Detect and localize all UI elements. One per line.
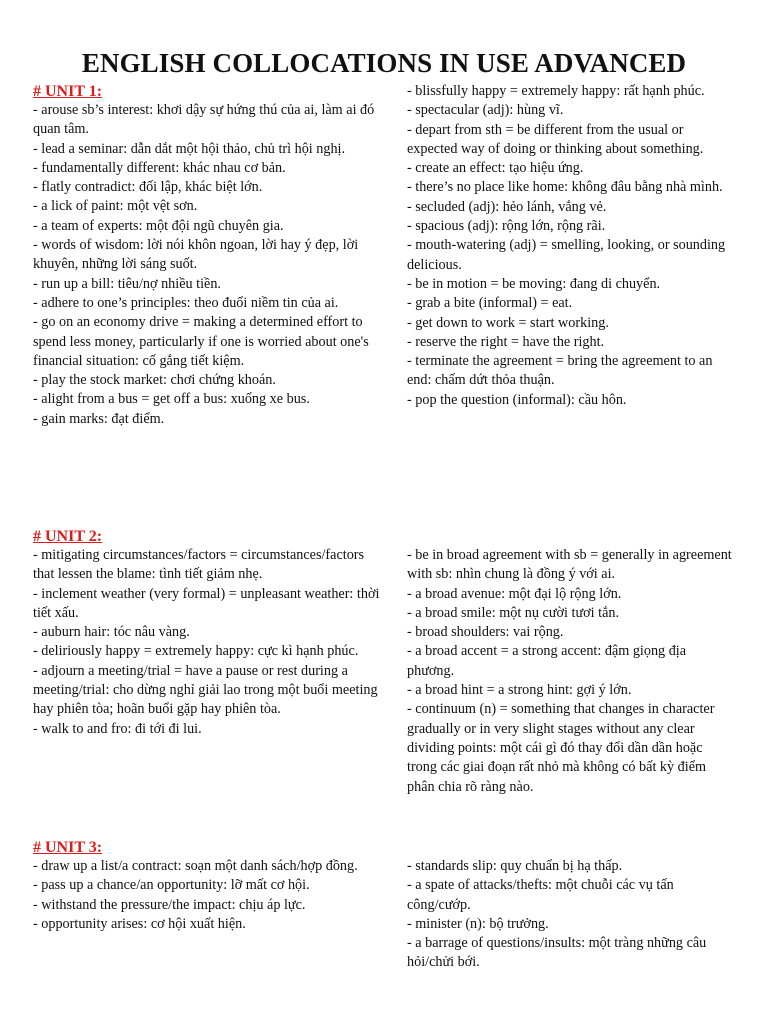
list-item: - a broad avenue: một đại lộ rộng lớn. xyxy=(407,585,622,602)
list-item: - walk to and fro: đi tới đi lui. xyxy=(33,720,202,737)
list-item: - standards slip: quy chuẩn bị hạ thấp. xyxy=(407,858,623,874)
list-item: - go on an economy drive = making a determined effort to spend less money, particularly if one is worried about one's financial situation: cố gắng tiết kiệm. xyxy=(33,314,369,369)
unit-1-right-column xyxy=(407,82,733,429)
list-item: - blissfully happy = extremely happy: rất hạnh phúc. xyxy=(407,83,705,99)
list-item: - inclement weather (very formal) = unpleasant weather: thời tiết xấu. xyxy=(33,585,380,621)
list-item: - minister (n): bộ trưởng. xyxy=(407,915,549,932)
unit-1-heading: # UNIT 1: xyxy=(33,83,103,100)
list-item: - terminate the agreement = bring the agreement to an end: chấm dứt thỏa thuận. xyxy=(407,353,713,389)
list-item: - create an effect: tạo hiệu ứng. xyxy=(407,160,584,177)
list-item: - spectacular (adj): hùng vĩ. xyxy=(407,102,564,119)
unit-2-right-column xyxy=(407,546,733,797)
list-item: - pass up a chance/an opportunity: lỡ mất cơ hội. xyxy=(33,877,310,894)
list-item: - run up a bill: tiêu/nợ nhiều tiền. xyxy=(33,275,221,292)
list-item: - flatly contradict: đối lập, khác biệt lớn. xyxy=(33,179,263,196)
list-item: - continuum (n) = something that changes in character gradually or in very slight stages without any clear dividing points: một cái gì đó thay đổi dần dần hoặc trong các giai đoạn rất nhỏ mà không có bất kỳ điểm phân chia rõ ràng nào. xyxy=(407,701,715,795)
list-item: - words of wisdom: lời nói khôn ngoan, lời hay ý đẹp, lời khuyên, những lời sáng suốt. xyxy=(33,237,359,273)
list-item: - auburn hair: tóc nâu vàng. xyxy=(33,624,190,641)
list-item: - reserve the right = have the right. xyxy=(407,333,605,350)
list-item: - depart from sth = be different from the usual or expected way of doing or thinking about something. xyxy=(407,121,704,157)
list-item: - there’s no place like home: không đâu bằng nhà mình. xyxy=(407,179,723,196)
list-item: - mitigating circumstances/factors = circumstances/factors that lessen the blame: tình tiết giảm nhẹ. xyxy=(33,547,365,583)
list-item: - a team of experts: một đội ngũ chuyên gia. xyxy=(33,217,284,234)
list-item: - adhere to one’s principles: theo đuổi niềm tin của ai. xyxy=(33,294,339,311)
list-item: - adjourn a meeting/trial = have a pause or rest during a meeting/trial: cho dừng nghỉ giải lao trong một buổi meeting hay phiên tòa; hoãn buổi gặp hay phiên tòa. xyxy=(33,662,378,718)
list-item: - be in motion = be moving: đang di chuyển. xyxy=(407,275,661,292)
list-item: - fundamentally different: khác nhau cơ bản. xyxy=(33,159,286,176)
unit-2-heading: # UNIT 2: xyxy=(33,528,103,545)
list-item: - pop the question (informal): cầu hôn. xyxy=(407,391,627,408)
list-item: - a broad hint = a strong hint: gợi ý lớn. xyxy=(407,682,632,699)
list-item: - a broad accent = a strong accent: đậm giọng địa phương. xyxy=(407,643,687,679)
list-item: - alight from a bus = get off a bus: xuống xe bus. xyxy=(33,391,310,408)
list-item: - lead a seminar: dẫn dắt một hội thảo, chủ trì hội nghị. xyxy=(33,140,346,157)
list-item: - a barrage of questions/insults: một tràng những câu hỏi/chửi bới. xyxy=(407,935,707,971)
list-item: - play the stock market: chơi chứng khoán. xyxy=(33,372,276,389)
list-item: - broad shoulders: vai rộng. xyxy=(407,624,564,641)
list-item: - draw up a list/a contract: soạn một danh sách/hợp đồng. xyxy=(33,858,358,874)
unit-2-section xyxy=(33,527,733,797)
unit-3-heading: # UNIT 3: xyxy=(33,839,103,856)
list-item: - mouth-watering (adj) = smelling, looking, or sounding delicious. xyxy=(407,237,726,273)
unit-3-left-column xyxy=(33,857,383,973)
unit-1-left-column xyxy=(33,101,383,429)
list-item: - withstand the pressure/the impact: chịu áp lực. xyxy=(33,896,306,913)
unit-3-right-column xyxy=(407,857,733,973)
list-item: - arouse sb’s interest: khơi dậy sự hứng thú của ai, làm ai đó quan tâm. xyxy=(33,102,375,138)
list-item: - secluded (adj): hẻo lánh, vắng vẻ. xyxy=(407,198,607,215)
document-title: ENGLISH COLLOCATIONS IN USE ADVANCED xyxy=(81,48,687,78)
list-item: - get down to work = start working. xyxy=(407,314,609,331)
list-item: - a broad smile: một nụ cười tươi tắn. xyxy=(407,604,620,621)
list-item: - gain marks: đạt điểm. xyxy=(33,410,165,427)
list-item: - opportunity arises: cơ hội xuất hiện. xyxy=(33,915,246,932)
list-item: - spacious (adj): rộng lớn, rộng rãi. xyxy=(407,218,606,235)
list-item: - be in broad agreement with sb = generally in agreement with sb: nhìn chung là đồng ý với ai. xyxy=(407,547,732,583)
list-item: - a spate of attacks/thefts: một chuỗi các vụ tấn công/cướp. xyxy=(407,877,674,913)
list-item: - a lick of paint: một vệt sơn. xyxy=(33,198,198,215)
list-item: - deliriously happy = extremely happy: cực kì hạnh phúc. xyxy=(33,643,359,660)
unit-3-section xyxy=(33,838,733,973)
unit-1-section xyxy=(33,82,733,429)
unit-2-left-column xyxy=(33,546,383,797)
list-item: - grab a bite (informal) = eat. xyxy=(407,295,573,312)
